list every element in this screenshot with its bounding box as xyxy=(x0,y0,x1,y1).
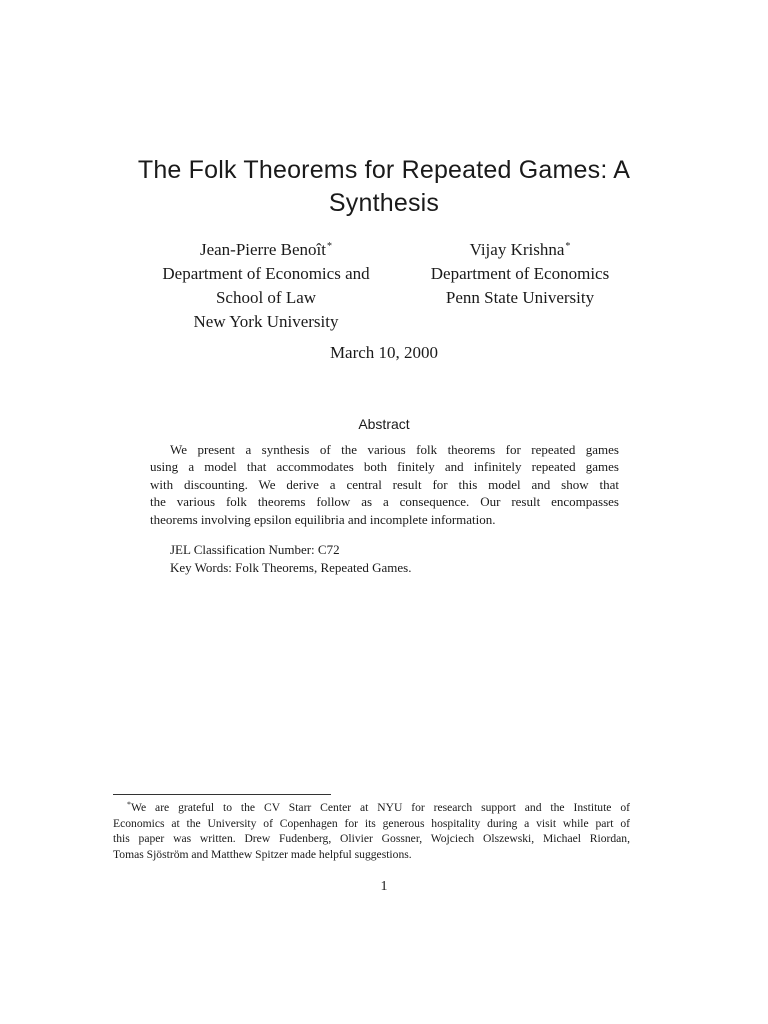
footnote-marker: * xyxy=(327,241,333,252)
abstract-line: using a model that accommodates both finitely and infinitely repeated games xyxy=(150,459,619,475)
footnote-line: *We are grateful to the CV Starr Center at NYU for research support and the Institute of xyxy=(127,800,630,814)
title-line-1: The Folk Theorems for Repeated Games: A xyxy=(137,156,631,184)
abstract-line: the various folk theorems follow as a consequence. Our result encompasses xyxy=(150,494,619,510)
abstract-line: We present a synthesis of the various folk theorems for repeated games xyxy=(170,442,619,457)
author-name: Jean-Pierre Benoît* xyxy=(199,240,333,259)
author-affiliation: New York University xyxy=(193,312,339,331)
abstract-line: with discounting. We derive a central result for this model and show that xyxy=(150,476,619,492)
keywords: Key Words: Folk Theorems, Repeated Games. xyxy=(170,560,412,575)
footnote-marker: * xyxy=(565,241,571,252)
title-line-2: Synthesis xyxy=(328,189,440,217)
footnote-divider xyxy=(113,794,331,795)
paper-title xyxy=(110,154,658,220)
acknowledgement-footnote xyxy=(113,797,630,863)
paper-date: March 10, 2000 xyxy=(329,343,439,362)
footnote-line: this paper was written. Drew Fudenberg, Olivier Gossner, Wojciech Olszewski, Michael Riordan, xyxy=(113,832,630,846)
author-affiliation: Department of Economics and xyxy=(162,264,370,283)
page-number: 1 xyxy=(380,879,388,894)
author-block-krishna xyxy=(405,235,635,310)
jel-classification: JEL Classification Number: C72 xyxy=(170,542,340,557)
author-affiliation: Department of Economics xyxy=(430,264,610,283)
classification-block xyxy=(170,541,620,577)
author-affiliation: Penn State University xyxy=(445,288,595,307)
author-name: Vijay Krishna* xyxy=(469,240,571,259)
footnote-marker: * xyxy=(127,800,131,809)
abstract-heading: Abstract xyxy=(358,416,410,432)
footnote-line: Economics at the University of Copenhagen for its generous hospitality during a visit while part of xyxy=(113,816,630,830)
footnote-line: Tomas Sjöström and Matthew Spitzer made helpful suggestions. xyxy=(113,848,412,862)
author-block-benoit xyxy=(140,235,392,334)
abstract-line: theorems involving epsilon equilibria and incomplete information. xyxy=(150,511,496,527)
abstract-body xyxy=(150,441,619,528)
author-affiliation: School of Law xyxy=(215,288,317,307)
